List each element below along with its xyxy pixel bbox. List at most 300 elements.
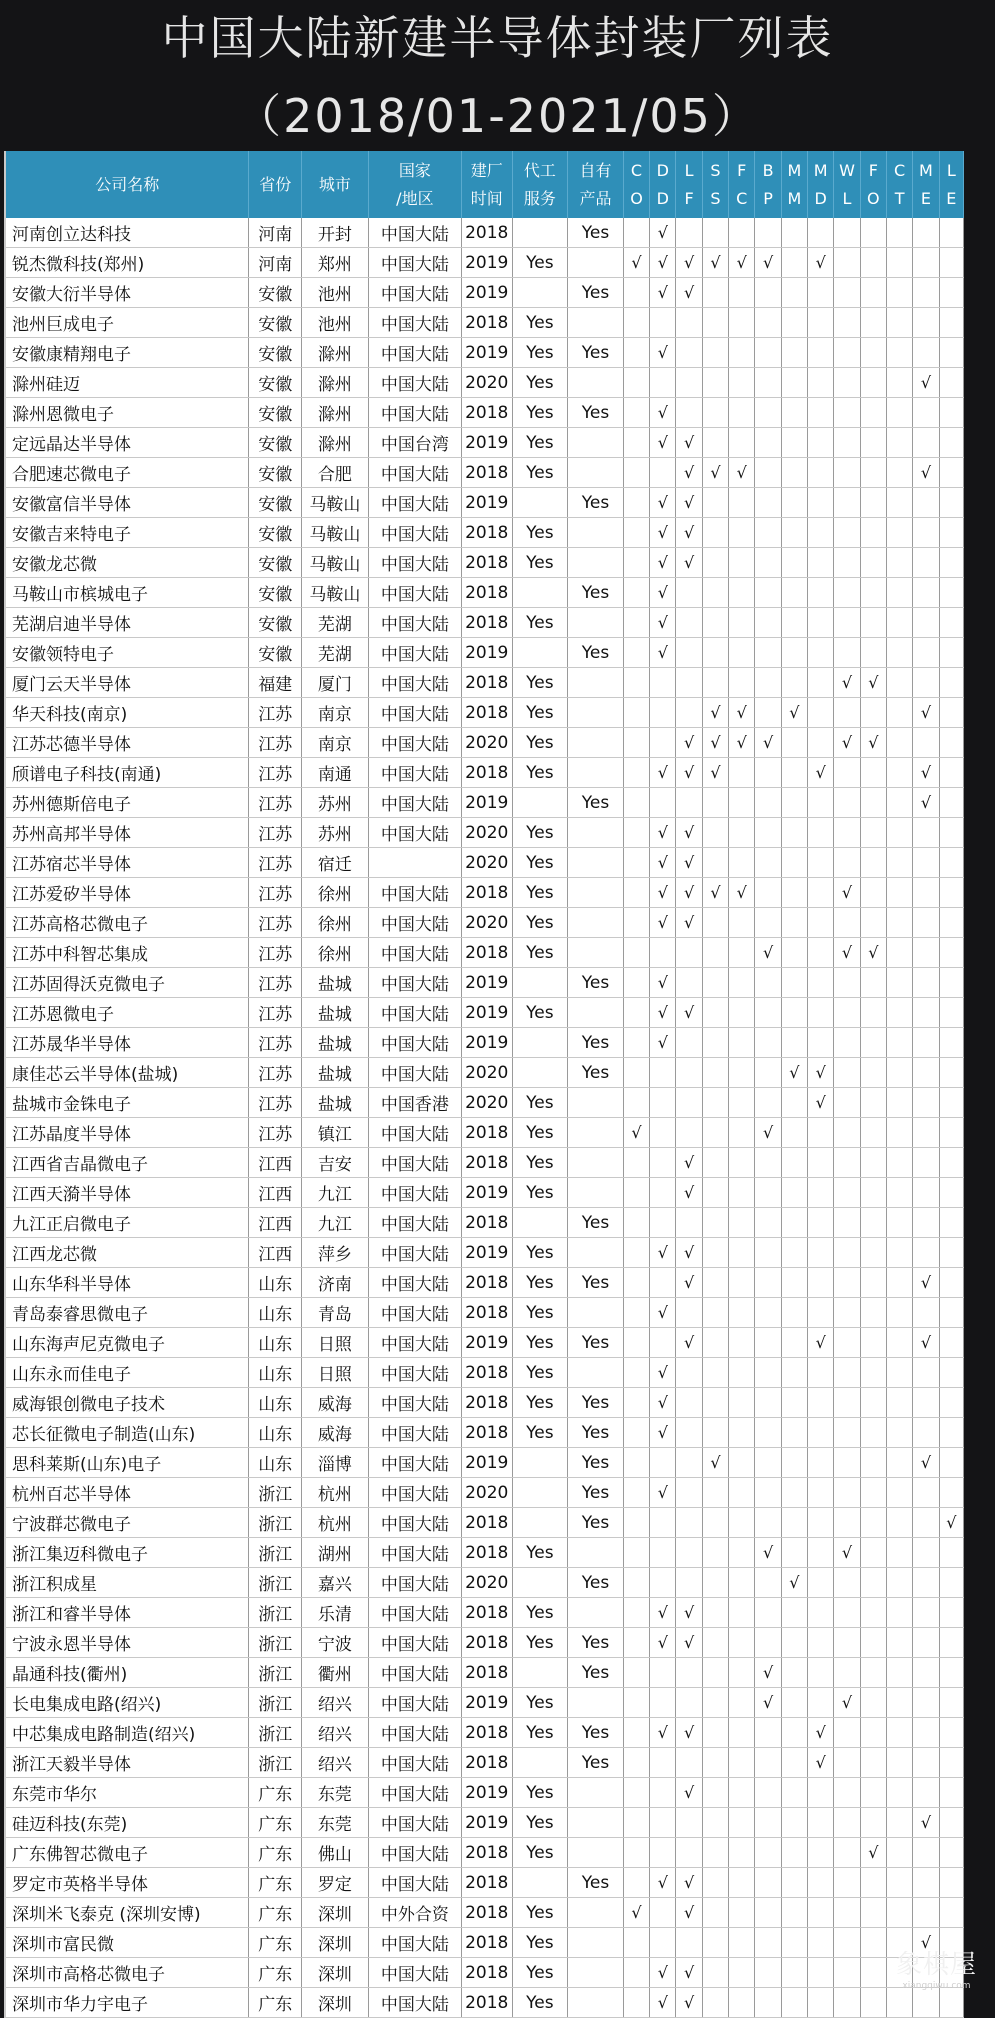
cell-company: 安徽大衍半导体 (6, 278, 249, 308)
cell-city: 佛山 (302, 1838, 369, 1868)
cell-check (729, 1208, 755, 1238)
header-code (808, 151, 834, 218)
cell-check (781, 398, 807, 428)
cell-check: √ (913, 758, 939, 788)
cell-check: √ (676, 1148, 702, 1178)
cell-check (860, 1388, 886, 1418)
cell-check (781, 1988, 807, 2018)
cell-check: √ (623, 1898, 649, 1928)
table-row (6, 728, 964, 758)
cell-year: 2020 (461, 818, 512, 848)
cell-check (808, 1808, 834, 1838)
cell-check (939, 1808, 963, 1838)
cell-check (650, 1448, 676, 1478)
cell-check (939, 1448, 963, 1478)
cell-check (834, 218, 860, 248)
cell-check (702, 1718, 728, 1748)
cell-foundry (512, 1028, 568, 1058)
cell-check (729, 1778, 755, 1808)
cell-own-product (568, 1808, 624, 1838)
cell-check (623, 1958, 649, 1988)
cell-check (702, 998, 728, 1028)
cell-province: 广东 (249, 1898, 302, 1928)
cell-check (808, 1478, 834, 1508)
cell-own-product (568, 1178, 624, 1208)
cell-company: 思科莱斯(山东)电子 (6, 1448, 249, 1478)
cell-check (913, 1298, 939, 1328)
cell-check (729, 1298, 755, 1328)
cell-own-product: Yes (568, 1478, 624, 1508)
cell-check (729, 1268, 755, 1298)
cell-year: 2018 (461, 1418, 512, 1448)
cell-check (939, 218, 963, 248)
cell-check (939, 1988, 963, 2018)
cell-check: √ (702, 698, 728, 728)
cell-company: 滁州硅迈 (6, 368, 249, 398)
cell-city: 罗定 (302, 1868, 369, 1898)
cell-check (886, 758, 912, 788)
cell-check (886, 1028, 912, 1058)
cell-check (676, 578, 702, 608)
header-code-top: D (656, 160, 669, 180)
cell-check (676, 1658, 702, 1688)
cell-check (808, 668, 834, 698)
cell-check (860, 1568, 886, 1598)
cell-check (623, 1238, 649, 1268)
table-row (6, 218, 964, 248)
cell-check (834, 968, 860, 998)
cell-city: 青岛 (302, 1298, 369, 1328)
header-own-bottom: 产品 (579, 188, 612, 208)
cell-check (781, 1688, 807, 1718)
cell-country: 中国大陆 (368, 668, 461, 698)
cell-country: 中国大陆 (368, 1658, 461, 1688)
cell-check (755, 1238, 781, 1268)
cell-check: √ (650, 548, 676, 578)
cell-check (623, 518, 649, 548)
cell-own-product (568, 428, 624, 458)
cell-check: √ (676, 458, 702, 488)
cell-check (860, 548, 886, 578)
cell-check (650, 1568, 676, 1598)
cell-check (886, 1298, 912, 1328)
cell-company: 颀谱电子科技(南通) (6, 758, 249, 788)
cell-own-product (568, 878, 624, 908)
cell-check (702, 428, 728, 458)
cell-check (913, 1418, 939, 1448)
cell-check: √ (729, 878, 755, 908)
cell-own-product (568, 998, 624, 1028)
cell-check (729, 1148, 755, 1178)
cell-check (913, 908, 939, 938)
cell-check (808, 698, 834, 728)
header-year-bottom: 时间 (470, 188, 503, 208)
cell-country: 中国大陆 (368, 1718, 461, 1748)
cell-check (808, 1568, 834, 1598)
cell-check (755, 1598, 781, 1628)
cell-check (676, 218, 702, 248)
cell-year: 2018 (461, 1538, 512, 1568)
table-row (6, 428, 964, 458)
cell-check (702, 1148, 728, 1178)
cell-country: 中国大陆 (368, 1298, 461, 1328)
cell-check (650, 698, 676, 728)
cell-check: √ (676, 518, 702, 548)
cell-company: 江苏中科智芯集成 (6, 938, 249, 968)
cell-city: 南京 (302, 698, 369, 728)
cell-province: 浙江 (249, 1598, 302, 1628)
cell-check (913, 638, 939, 668)
cell-check: √ (860, 938, 886, 968)
cell-check (623, 1568, 649, 1598)
cell-check (860, 1238, 886, 1268)
cell-check: √ (781, 1058, 807, 1088)
cell-city: 马鞍山 (302, 578, 369, 608)
cell-check (860, 1268, 886, 1298)
cell-foundry: Yes (512, 548, 568, 578)
table-row (6, 758, 964, 788)
cell-check: √ (834, 878, 860, 908)
cell-city: 马鞍山 (302, 488, 369, 518)
cell-check (676, 1088, 702, 1118)
cell-check (860, 1148, 886, 1178)
cell-own-product (568, 518, 624, 548)
cell-check: √ (676, 1628, 702, 1658)
cell-company: 江苏固得沃克微电子 (6, 968, 249, 998)
cell-company: 山东华科半导体 (6, 1268, 249, 1298)
cell-check: √ (913, 458, 939, 488)
table-row (6, 1478, 964, 1508)
cell-check (808, 1388, 834, 1418)
cell-check (860, 398, 886, 428)
cell-country: 中国大陆 (368, 308, 461, 338)
cell-check: √ (676, 728, 702, 758)
cell-check (781, 1388, 807, 1418)
cell-country: 中国大陆 (368, 638, 461, 668)
cell-check: √ (676, 1868, 702, 1898)
cell-year: 2020 (461, 1478, 512, 1508)
cell-check (781, 908, 807, 938)
header-code (886, 151, 912, 218)
cell-check (808, 338, 834, 368)
cell-check (808, 878, 834, 908)
cell-foundry: Yes (512, 1088, 568, 1118)
cell-check (623, 278, 649, 308)
cell-check (702, 1358, 728, 1388)
cell-foundry (512, 968, 568, 998)
cell-year: 2020 (461, 728, 512, 758)
cell-check (860, 908, 886, 938)
cell-check (623, 1208, 649, 1238)
table-row (6, 1898, 964, 1928)
cell-check (729, 548, 755, 578)
cell-city: 九江 (302, 1208, 369, 1238)
cell-check (808, 968, 834, 998)
table-row (6, 1028, 964, 1058)
cell-check (623, 1328, 649, 1358)
cell-check (702, 1388, 728, 1418)
cell-check (886, 1898, 912, 1928)
cell-year: 2018 (461, 698, 512, 728)
cell-check: √ (834, 668, 860, 698)
cell-check (860, 1328, 886, 1358)
page-subtitle: （2018/01-2021/05） (235, 89, 760, 143)
cell-check (702, 278, 728, 308)
cell-check (781, 1778, 807, 1808)
cell-check (676, 668, 702, 698)
cell-own-product (568, 1238, 624, 1268)
cell-foundry: Yes (512, 338, 568, 368)
cell-check (702, 1778, 728, 1808)
cell-country: 中国大陆 (368, 1058, 461, 1088)
cell-city: 盐城 (302, 968, 369, 998)
cell-check (729, 1238, 755, 1268)
cell-check (834, 1748, 860, 1778)
cell-check: √ (860, 668, 886, 698)
cell-own-product (568, 668, 624, 698)
cell-company: 江西天漪半导体 (6, 1178, 249, 1208)
table-row (6, 1718, 964, 1748)
cell-check: √ (676, 1958, 702, 1988)
cell-year: 2018 (461, 758, 512, 788)
cell-check (729, 1838, 755, 1868)
cell-check: √ (913, 1328, 939, 1358)
cell-check (808, 1508, 834, 1538)
cell-company: 江苏晟华半导体 (6, 1028, 249, 1058)
cell-province: 江苏 (249, 938, 302, 968)
cell-check (755, 1748, 781, 1778)
cell-check (886, 248, 912, 278)
cell-check (623, 1148, 649, 1178)
table-row (6, 1148, 964, 1178)
cell-check (755, 1928, 781, 1958)
cell-check (755, 1088, 781, 1118)
cell-check: √ (808, 1718, 834, 1748)
cell-check (860, 428, 886, 458)
cell-check (702, 818, 728, 848)
cell-check (623, 1298, 649, 1328)
cell-check (939, 638, 963, 668)
header-code (623, 151, 649, 218)
cell-check (808, 368, 834, 398)
cell-foundry: Yes (512, 1808, 568, 1838)
table-row (6, 1808, 964, 1838)
cell-company: 浙江天毅半导体 (6, 1748, 249, 1778)
cell-own-product: Yes (568, 1418, 624, 1448)
cell-check (834, 1208, 860, 1238)
cell-country: 中国大陆 (368, 338, 461, 368)
cell-check (755, 428, 781, 458)
table-body (6, 218, 964, 2018)
cell-check (886, 1328, 912, 1358)
cell-province: 浙江 (249, 1748, 302, 1778)
cell-year: 2019 (461, 1778, 512, 1808)
cell-check (650, 1898, 676, 1928)
cell-check (913, 1868, 939, 1898)
cell-own-product: Yes (568, 1328, 624, 1358)
cell-check (781, 878, 807, 908)
cell-check (939, 608, 963, 638)
cell-foundry: Yes (512, 818, 568, 848)
cell-province: 浙江 (249, 1688, 302, 1718)
cell-year: 2019 (461, 488, 512, 518)
cell-check: √ (702, 458, 728, 488)
cell-own-product: Yes (568, 578, 624, 608)
cell-check (623, 308, 649, 338)
cell-check (623, 848, 649, 878)
cell-check (913, 848, 939, 878)
cell-check (939, 1868, 963, 1898)
cell-check (650, 728, 676, 758)
cell-check (834, 998, 860, 1028)
cell-check (702, 1628, 728, 1658)
cell-foundry: Yes (512, 1778, 568, 1808)
cell-check (808, 218, 834, 248)
cell-check (623, 1508, 649, 1538)
header-code-bottom: S (710, 188, 721, 208)
header-code-bottom: P (763, 188, 773, 208)
cell-check (808, 308, 834, 338)
cell-check (781, 1958, 807, 1988)
cell-foundry (512, 1478, 568, 1508)
cell-check: √ (676, 1988, 702, 2018)
cell-foundry: Yes (512, 608, 568, 638)
cell-check (623, 1418, 649, 1448)
cell-check (729, 608, 755, 638)
cell-check (650, 458, 676, 488)
cell-year: 2018 (461, 1928, 512, 1958)
cell-own-product (568, 848, 624, 878)
cell-check (755, 1988, 781, 2018)
cell-check (650, 1208, 676, 1238)
cell-own-product (568, 1898, 624, 1928)
cell-year: 2018 (461, 1748, 512, 1778)
table-row (6, 1358, 964, 1388)
cell-city: 盐城 (302, 1058, 369, 1088)
cell-check (808, 818, 834, 848)
table-row (6, 1598, 964, 1628)
cell-check (834, 698, 860, 728)
cell-check: √ (808, 1748, 834, 1778)
cell-check (623, 578, 649, 608)
cell-year: 2018 (461, 1508, 512, 1538)
cell-check (834, 578, 860, 608)
cell-check (834, 248, 860, 278)
cell-city: 日照 (302, 1328, 369, 1358)
cell-check (886, 1508, 912, 1538)
cell-check (781, 1838, 807, 1868)
table-row (6, 938, 964, 968)
cell-check (913, 1178, 939, 1208)
cell-city: 东莞 (302, 1808, 369, 1838)
cell-country: 中国大陆 (368, 1358, 461, 1388)
cell-check (860, 1478, 886, 1508)
table-row (6, 1238, 964, 1268)
table-row (6, 1928, 964, 1958)
cell-check: √ (729, 728, 755, 758)
cell-check (755, 1958, 781, 1988)
cell-check (729, 1028, 755, 1058)
cell-check (623, 1718, 649, 1748)
cell-company: 河南创立达科技 (6, 218, 249, 248)
cell-country: 中国大陆 (368, 998, 461, 1028)
cell-country: 中国大陆 (368, 398, 461, 428)
cell-check (623, 908, 649, 938)
cell-check (808, 518, 834, 548)
header-code (702, 151, 728, 218)
cell-check (781, 1898, 807, 1928)
cell-country: 中国大陆 (368, 1448, 461, 1478)
cell-province: 浙江 (249, 1658, 302, 1688)
cell-city: 湖州 (302, 1538, 369, 1568)
cell-check (939, 818, 963, 848)
cell-check: √ (650, 428, 676, 458)
cell-company: 中芯集成电路制造(绍兴) (6, 1718, 249, 1748)
table-row (6, 1058, 964, 1088)
cell-city: 徐州 (302, 908, 369, 938)
cell-country: 中国大陆 (368, 1958, 461, 1988)
cell-check (755, 1358, 781, 1388)
cell-check: √ (755, 248, 781, 278)
cell-check (729, 1718, 755, 1748)
cell-check (729, 1328, 755, 1358)
watermark-sub: xiangqiwu.com (902, 1981, 971, 1991)
cell-check: √ (676, 878, 702, 908)
table-row (6, 398, 964, 428)
cell-foundry: Yes (512, 938, 568, 968)
cell-check (623, 1928, 649, 1958)
cell-check (781, 1448, 807, 1478)
cell-country: 中国大陆 (368, 1748, 461, 1778)
cell-check (860, 1358, 886, 1388)
cell-check (702, 1088, 728, 1118)
cell-check (676, 1928, 702, 1958)
cell-province: 广东 (249, 1988, 302, 2018)
cell-check (650, 1928, 676, 1958)
cell-check (755, 788, 781, 818)
cell-check (729, 938, 755, 968)
cell-foundry: Yes (512, 1268, 568, 1298)
cell-country: 中国大陆 (368, 758, 461, 788)
cell-check (939, 758, 963, 788)
cell-check: √ (702, 728, 728, 758)
cell-foundry (512, 488, 568, 518)
cell-check (913, 578, 939, 608)
cell-year: 2018 (461, 1268, 512, 1298)
header-code-bottom: M (787, 188, 802, 208)
cell-check: √ (650, 338, 676, 368)
cell-foundry (512, 1568, 568, 1598)
cell-check (623, 938, 649, 968)
cell-check (702, 1538, 728, 1568)
cell-check (650, 1058, 676, 1088)
cell-check (808, 1538, 834, 1568)
cell-check (860, 998, 886, 1028)
cell-check (860, 1868, 886, 1898)
cell-province: 安徽 (249, 308, 302, 338)
cell-foundry: Yes (512, 1298, 568, 1328)
cell-province: 江苏 (249, 908, 302, 938)
cell-city: 滁州 (302, 368, 369, 398)
cell-own-product: Yes (568, 488, 624, 518)
cell-check (729, 788, 755, 818)
cell-check (913, 1028, 939, 1058)
cell-check (808, 1418, 834, 1448)
cell-city: 厦门 (302, 668, 369, 698)
cell-check (860, 1808, 886, 1838)
cell-check: √ (650, 1418, 676, 1448)
cell-check (755, 758, 781, 788)
